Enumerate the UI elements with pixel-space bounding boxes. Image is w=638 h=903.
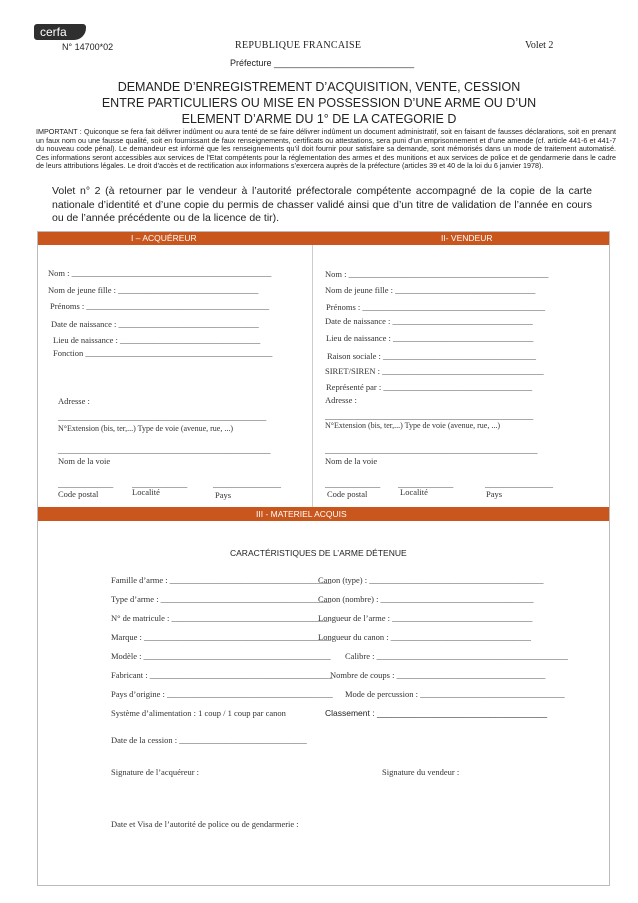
marque-field[interactable]: Marque : ____________________________________________ [111, 632, 332, 642]
cerfa-logo: cerfa [34, 24, 86, 40]
famille-arme-field[interactable]: Famille d’arme : ______________________________________ [111, 575, 332, 585]
canon-nombre-field[interactable]: Canon (nombre) : ____________________________________ [318, 594, 534, 604]
acq-date-naissance-field[interactable]: Date de naissance : _________________________________ [51, 319, 259, 329]
acq-localite-line[interactable]: _____________ [132, 479, 188, 489]
vend-localite-line[interactable]: _____________ [398, 479, 454, 489]
acq-adresse-line[interactable]: _________________________________________________ [58, 412, 267, 422]
vend-localite-label: Localité [400, 487, 428, 497]
acq-extension-label: N°Extension (bis, ter,...) Type de voie (avenue, rue, ...) [58, 424, 234, 433]
canon-type-field[interactable]: Canon (type) : _________________________________________ [318, 575, 544, 585]
signature-acquereur-field[interactable]: Signature de l’acquéreur : [111, 767, 200, 777]
acq-fonction-field[interactable]: Fonction ____________________________________________ [53, 348, 273, 358]
date-cession-field[interactable]: Date de la cession : ______________________________ [111, 735, 307, 745]
vend-raison-sociale-field[interactable]: Raison sociale : ____________________________________ [327, 351, 536, 361]
acq-pays-line[interactable]: ________________ [213, 479, 281, 489]
vend-voie-line[interactable]: __________________________________________________ [325, 445, 538, 455]
acq-nom-jeune-fille-field[interactable]: Nom de jeune fille : _________________________________ [48, 285, 259, 295]
fabricant-field[interactable]: Fabricant : ___________________________________________ [111, 670, 333, 680]
materiel-heading: III - MATERIEL ACQUIS [256, 509, 347, 519]
vend-lieu-naissance-field[interactable]: Lieu de naissance : _________________________________ [326, 333, 534, 343]
matricule-field[interactable]: N° de matricule : _____________________________________ [111, 613, 329, 623]
form-frame [37, 231, 610, 886]
vend-extension-label: N°Extension (bis, ter,...) Type de voie (avenue, rue, ...) [325, 421, 501, 430]
acq-lieu-naissance-field[interactable]: Lieu de naissance : _________________________________ [53, 335, 261, 345]
longueur-canon-field[interactable]: Longueur du canon : _________________________________ [318, 632, 531, 642]
parties-header-bar [38, 232, 609, 245]
column-divider [312, 245, 313, 507]
vend-nom-jeune-fille-field[interactable]: Nom de jeune fille : _________________________________ [325, 285, 536, 295]
acq-code-postal-label: Code postal [58, 489, 99, 499]
vend-nom-voie-label: Nom de la voie [325, 456, 378, 466]
form-number: N° 14700*02 [62, 42, 114, 52]
calibre-field[interactable]: Calibre : _____________________________________________ [345, 651, 568, 661]
acq-code-postal-line[interactable]: _____________ [58, 479, 114, 489]
republic-heading: REPUBLIQUE FRANCAISE [235, 40, 362, 51]
vend-nom-field[interactable]: Nom : _______________________________________________ [325, 269, 549, 279]
vend-pays-line[interactable]: ________________ [485, 479, 553, 489]
volet-label: Volet 2 [525, 40, 554, 51]
mode-percussion-field[interactable]: Mode de percussion : __________________________________ [345, 689, 565, 699]
vend-prenoms-field[interactable]: Prénoms : ___________________________________________ [326, 302, 546, 312]
acq-voie-line[interactable]: __________________________________________________ [58, 445, 271, 455]
vend-code-postal-line[interactable]: _____________ [325, 479, 381, 489]
type-arme-field[interactable]: Type d’arme : ________________________________________ [111, 594, 331, 604]
vend-adresse-label: Adresse : [325, 395, 357, 405]
systeme-alimentation-field[interactable]: Système d’alimentation : 1 coup / 1 coup par canon [111, 708, 286, 718]
title-line-3: ELEMENT D’ARME DU 1° DE LA CATEGORIE D [181, 112, 457, 126]
vendeur-heading: II- VENDEUR [441, 233, 493, 243]
vend-siret-field[interactable]: SIRET/SIREN : ______________________________________ [325, 366, 544, 376]
caracteristiques-heading: CARACTÉRISTIQUES DE L’ARME DÉTENUE [230, 548, 407, 558]
title-line-2: ENTRE PARTICULIERS OU MISE EN POSSESSION D’UNE ARME OU D’UN [101, 96, 537, 110]
vend-represente-field[interactable]: Représenté par : ___________________________________ [326, 382, 533, 392]
vend-code-postal-label: Code postal [327, 489, 368, 499]
acq-adresse-label: Adresse : [58, 396, 90, 406]
signature-vendeur-field[interactable]: Signature du vendeur : [382, 767, 460, 777]
acq-prenoms-field[interactable]: Prénoms : ___________________________________________ [50, 301, 270, 311]
important-notice: IMPORTANT : Quiconque se fera fait délivrer indûment ou aura tenté de se faire délivrer indûment un document administratif, soit en faisant de fausses déclarations, soit en prenant un faux nom ou une fausse qualité, soit en fournissant de faux renseignements, certificats ou attestations, sera puni d’un emprisonnement et d’une amende (cf. article 441-6 et 441-7 du nouveau code pénal). Le demandeur est informé que les renseignements qu’il doit fournir pour satisfaire sa demande, sont mémorisés dans un mode de traitement automatisé. Ces informations seront accessibles aux services de l’Etat compétents pour la réglementation des armes et des munitions et aux services de police et de gendarmerie dans le cadre de leurs attributions légales. Le droit d’accès et de rectification aux informations s’exercera auprès de la préfecture (articles 39 et 40 de la loi du 6 janvier 1978). [36, 127, 616, 171]
acquereur-heading: I – ACQUÉREUR [131, 233, 197, 243]
vend-adresse-line[interactable]: _________________________________________________ [325, 411, 534, 421]
vend-date-naissance-field[interactable]: Date de naissance : _________________________________ [325, 316, 533, 326]
prefecture-field: Préfecture ____________________________ [230, 58, 415, 68]
acq-pays-label: Pays [215, 490, 232, 500]
acq-localite-label: Localité [132, 487, 160, 497]
materiel-header-bar [38, 507, 609, 521]
modele-field[interactable]: Modèle : ____________________________________________ [111, 651, 331, 661]
longueur-arme-field[interactable]: Longueur de l’arme : _________________________________ [318, 613, 533, 623]
acq-nom-voie-label: Nom de la voie [58, 456, 111, 466]
acq-nom-field[interactable]: Nom : _______________________________________________ [48, 268, 272, 278]
title-line-1: DEMANDE D’ENREGISTREMENT D’ACQUISITION, VENTE, CESSION [117, 80, 521, 94]
volet-instructions: Volet n° 2 (à retourner par le vendeur à l’autorité préfectorale compétente accompagné de la copie de la carte nationale d’identité et d’une copie du permis de chasser validé ainsi que d’un titre de validation de l’année en cours ou de l’année précédente ou de la licence de tir). [52, 185, 592, 224]
visa-autorite-field[interactable]: Date et Visa de l’autorité de police ou de gendarmerie : [111, 819, 299, 829]
classement-field[interactable]: Classement : ____________________________________ [325, 708, 548, 718]
nombre-coups-field[interactable]: Nombre de coups : ___________________________________ [330, 670, 546, 680]
vend-pays-label: Pays [486, 489, 503, 499]
pays-origine-field[interactable]: Pays d’origine : _______________________________________ [111, 689, 333, 699]
